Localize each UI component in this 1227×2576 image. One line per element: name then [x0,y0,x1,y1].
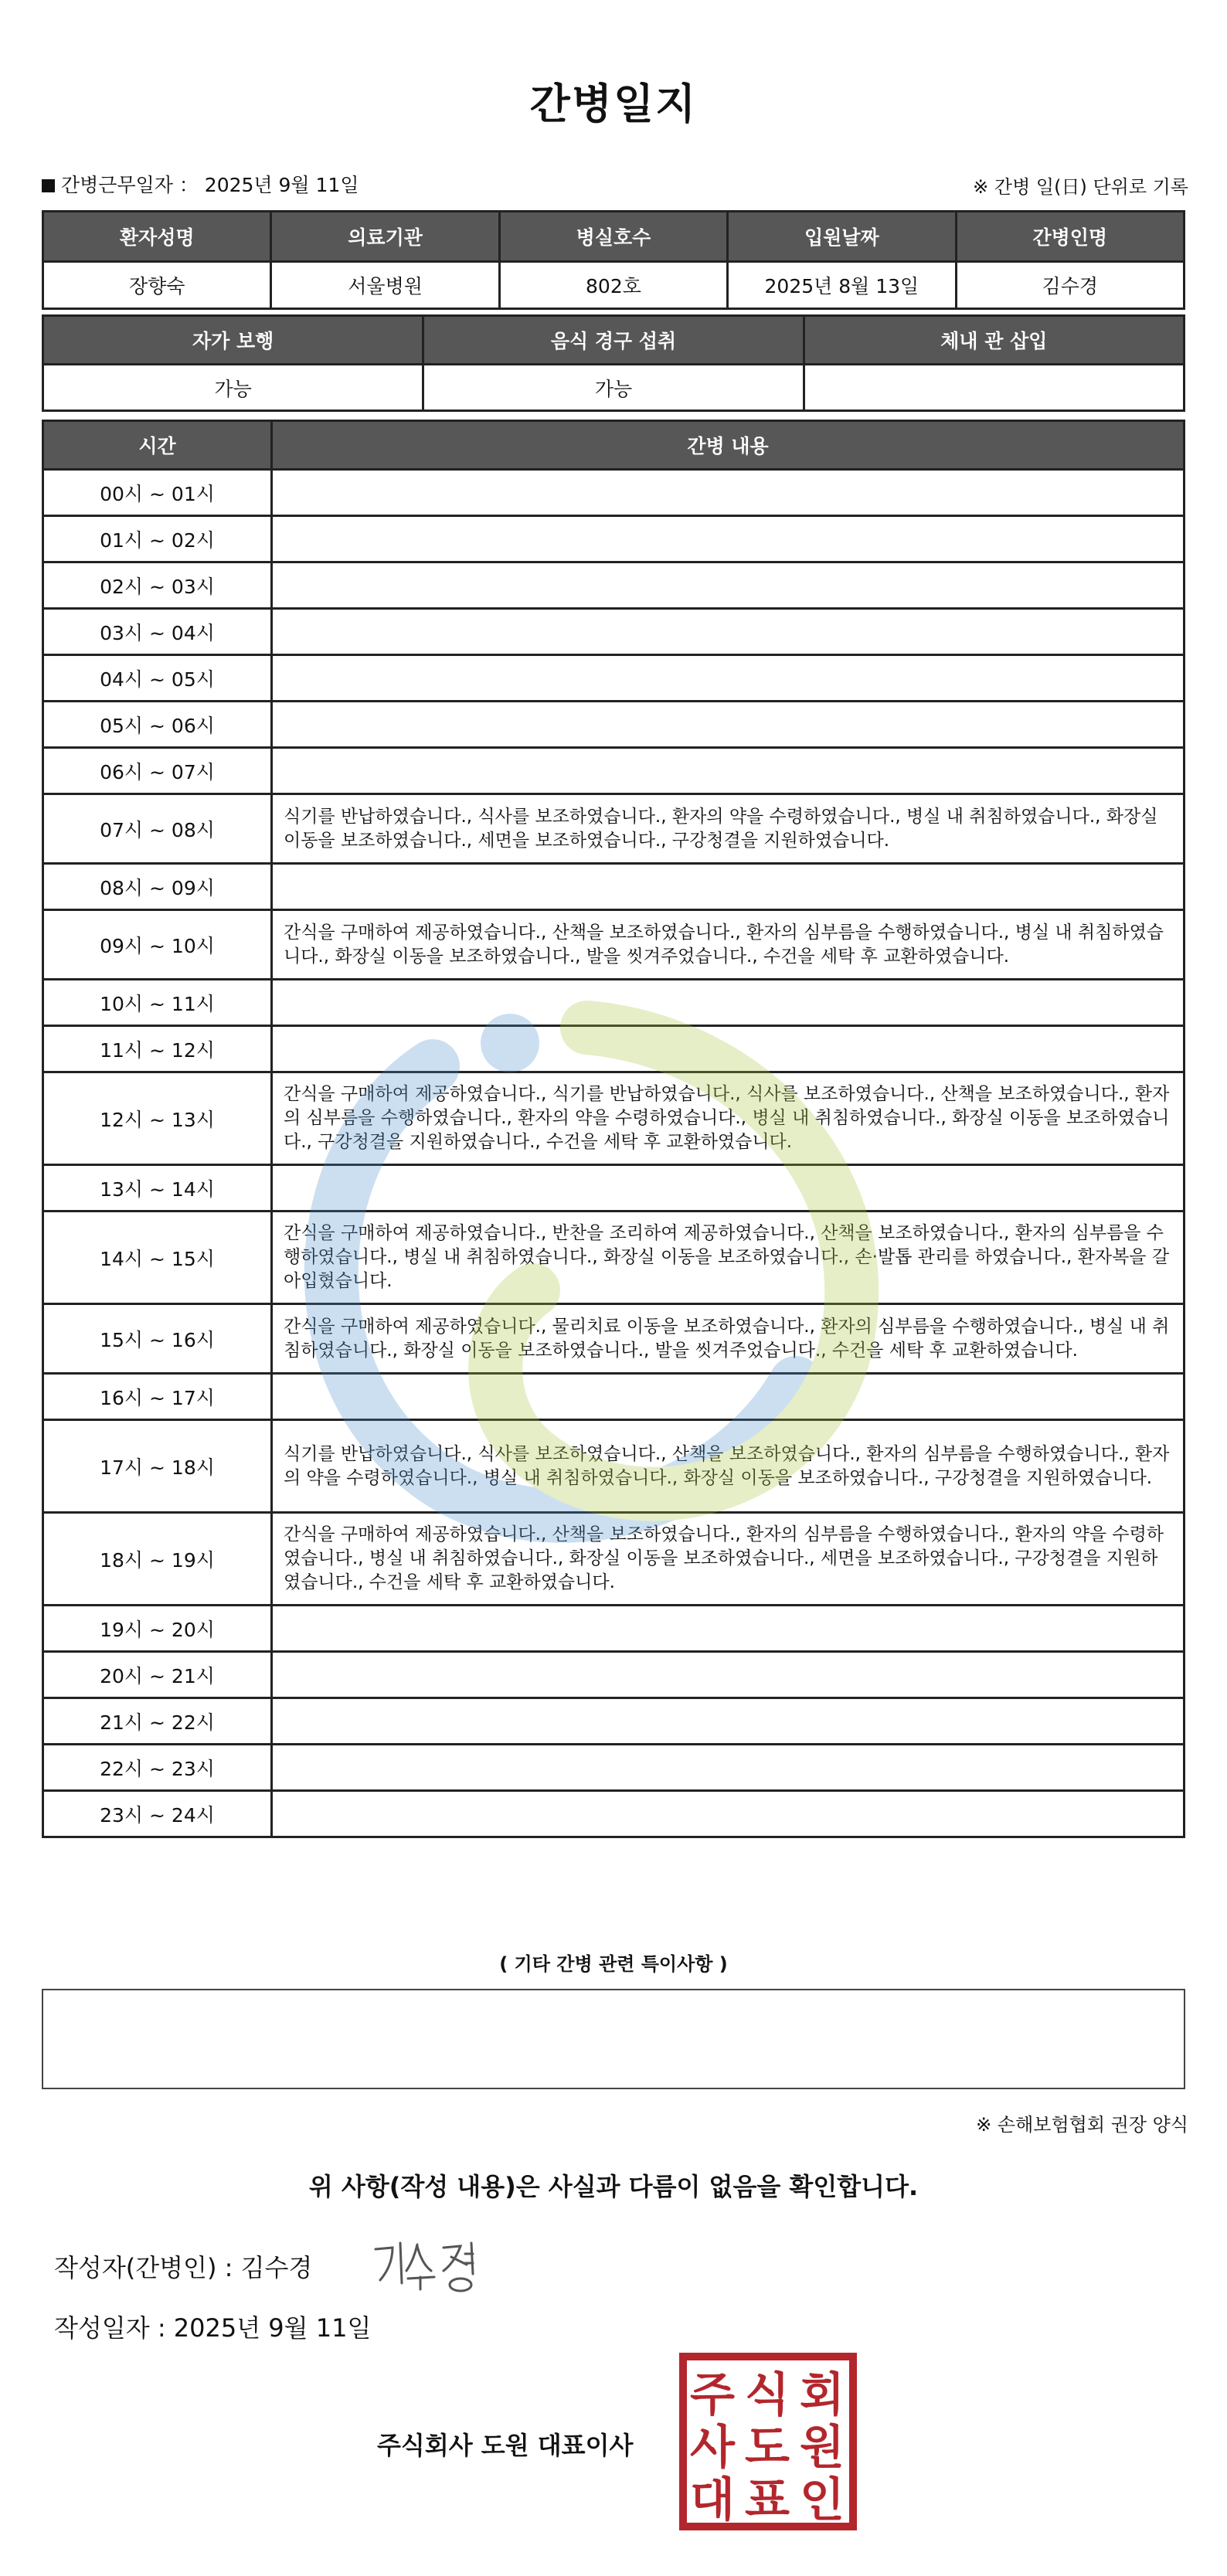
header-hospital: 의료기관 [271,212,499,262]
care-content [272,655,1185,702]
table-row [43,864,1185,910]
table-row [43,516,1185,562]
table-row [43,910,1185,980]
signature-svg [369,2235,493,2297]
form-note: ※ 손해보험협회 권장 양식 [976,2114,1188,2136]
table-row [43,1745,1185,1791]
handwritten-signature [369,2235,493,2300]
care-content: 간식을 구매하여 제공하였습니다., 식기를 반납하였습니다., 식사를 보조하였습니다., 산책을 보조하였습니다., 환자의 심부름을 수행하였습니다., 환자의 약을 수령하였습니다., 병실 내 취침하였습니다., 화장실 이동을 보조하였습니다., 구강청결을 지원하였습니다., 수건을 세탁 후 교환하였습니다. [272,1072,1185,1165]
table-row [43,1606,1185,1652]
time-slot: 23시 ~ 24시 [43,1791,272,1837]
patient-status-table [42,314,1185,412]
table-row [43,562,1185,609]
time-slot: 02시 ~ 03시 [43,562,272,609]
remarks-title: ( 기타 간병 관련 특이사항 ) [499,1953,728,1975]
table-row [43,748,1185,794]
table-row [43,702,1185,748]
watermark-green-arc [495,1028,851,1494]
time-slot: 00시 ~ 01시 [43,470,272,516]
time-slot: 16시 ~ 17시 [43,1374,272,1420]
time-slot: 05시 ~ 06시 [43,702,272,748]
care-content [272,470,1185,516]
care-content: 식기를 반납하였습니다., 식사를 보조하였습니다., 산책을 보조하였습니다., 환자의 심부름을 수행하였습니다., 환자의 약을 수령하였습니다., 병실 내 취침하였습니다., 화장실 이동을 보조하였습니다., 구강청결을 지원하였습니다. [272,1420,1185,1513]
writer-line: 작성자(간병인) : 김수경 [54,2253,313,2282]
square-bullet-icon [42,179,55,192]
care-log-header-row [43,421,1185,470]
care-content [272,702,1185,748]
header-walking: 자가 보행 [43,316,423,365]
patient-info-value-row [43,262,1185,309]
header-care-content: 간병 내용 [272,421,1185,470]
time-slot: 14시 ~ 15시 [43,1212,272,1304]
time-slot: 06시 ~ 07시 [43,748,272,794]
patient-info-table [42,210,1185,310]
table-row [43,1652,1185,1698]
table-row [43,655,1185,702]
hospital-name: 서울병원 [271,262,499,309]
time-slot: 03시 ~ 04시 [43,609,272,655]
header-caregiver: 간병인명 [956,212,1184,262]
time-slot: 18시 ~ 19시 [43,1513,272,1606]
care-content [272,1791,1185,1837]
header-time: 시간 [43,421,272,470]
table-row [43,1698,1185,1745]
care-content [272,562,1185,609]
time-slot: 20시 ~ 21시 [43,1652,272,1698]
page-title: 간병일지 [529,80,698,128]
patient-status-header-row [43,316,1185,365]
care-content: 간식을 구매하여 제공하였습니다., 산책을 보조하였습니다., 환자의 심부름을 수행하였습니다., 병실 내 취침하였습니다., 화장실 이동을 보조하였습니다., 발을 씻겨주었습니다., 수건을 세탁 후 교환하였습니다. [272,910,1185,980]
work-date-text: 간병근무일자 ： 2025년 9월 11일 [61,174,359,196]
svg-text:인: 인 [800,2473,845,2527]
care-content [272,1698,1185,1745]
svg-text:원: 원 [800,2421,845,2475]
work-date [42,170,359,198]
care-content [272,1652,1185,1698]
time-slot: 11시 ~ 12시 [43,1026,272,1072]
company-name: 주식회사 도원 대표이사 [377,2431,634,2460]
time-slot: 10시 ~ 11시 [43,980,272,1026]
time-slot: 15시 ~ 16시 [43,1304,272,1374]
patient-info-header-row [43,212,1185,262]
svg-text:주: 주 [690,2368,735,2422]
table-row [43,794,1185,864]
care-content: 간식을 구매하여 제공하였습니다., 물리치료 이동을 보조하였습니다., 환자의 심부름을 수행하였습니다., 병실 내 취침하였습니다., 화장실 이동을 보조하였습니다., 발을 씻겨주었습니다., 수건을 세탁 후 교환하였습니다. [272,1304,1185,1374]
tube-status [804,365,1184,411]
written-date: 작성일자 : 2025년 9월 11일 [54,2313,372,2343]
time-slot: 22시 ~ 23시 [43,1745,272,1791]
header-room: 병실호수 [499,212,727,262]
table-row [43,470,1185,516]
svg-text:대: 대 [690,2473,735,2527]
header-patient-name: 환자성명 [43,212,271,262]
time-slot: 01시 ~ 02시 [43,516,272,562]
time-slot: 12시 ~ 13시 [43,1072,272,1165]
care-content [272,748,1185,794]
watermark-logo [255,997,950,1587]
care-content [272,1606,1185,1652]
header-admission-date: 입원날짜 [728,212,956,262]
seal-svg [678,2352,858,2531]
care-content: 간식을 구매하여 제공하였습니다., 산책을 보조하였습니다., 환자의 심부름을 수행하였습니다., 환자의 약을 수령하였습니다., 병실 내 취침하였습니다., 화장실 이동을 보조하였습니다., 세면을 보조하였습니다., 구강청결을 지원하였습니다., 수건을 세탁 후 교환하였습니다. [272,1513,1185,1606]
header-oral-intake: 음식 경구 섭취 [423,316,804,365]
unit-note: ※ 간병 일(日) 단위로 기록 [973,176,1188,198]
time-slot: 07시 ~ 08시 [43,794,272,864]
svg-text:도: 도 [745,2421,790,2475]
confirmation-statement: 위 사항(작성 내용)은 사실과 다름이 없음을 확인합니다. [308,2172,919,2201]
svg-text:회: 회 [800,2368,845,2422]
care-content [272,516,1185,562]
time-slot: 09시 ~ 10시 [43,910,272,980]
time-slot: 13시 ~ 14시 [43,1165,272,1212]
svg-text:식: 식 [745,2368,790,2422]
oral-intake-status: 가능 [423,365,804,411]
time-slot: 04시 ~ 05시 [43,655,272,702]
walking-status: 가능 [43,365,423,411]
company-seal [678,2352,858,2534]
care-content [272,609,1185,655]
table-row [43,609,1185,655]
admission-date: 2025년 8월 13일 [728,262,956,309]
watermark-svg [255,997,950,1584]
time-slot: 08시 ~ 09시 [43,864,272,910]
patient-status-value-row [43,365,1185,411]
svg-text:표: 표 [745,2473,790,2527]
time-slot: 21시 ~ 22시 [43,1698,272,1745]
room-number: 802호 [499,262,727,309]
time-slot: 17시 ~ 18시 [43,1420,272,1513]
caregiver-name: 김수경 [956,262,1184,309]
svg-text:사: 사 [690,2421,735,2475]
watermark-blue-dot [481,1014,539,1072]
care-content: 식기를 반납하였습니다., 식사를 보조하였습니다., 환자의 약을 수령하였습니다., 병실 내 취침하였습니다., 화장실 이동을 보조하였습니다., 세면을 보조하였습니다., 구강청결을 지원하였습니다. [272,794,1185,864]
time-slot: 19시 ~ 20시 [43,1606,272,1652]
remarks-box [42,1989,1185,2089]
table-row [43,1791,1185,1837]
header-tube: 체내 관 삽입 [804,316,1184,365]
care-content [272,864,1185,910]
patient-name: 장향숙 [43,262,271,309]
care-content: 간식을 구매하여 제공하였습니다., 반찬을 조리하여 제공하였습니다., 산책을 보조하였습니다., 환자의 심부름을 수행하였습니다., 병실 내 취침하였습니다., 화장실 이동을 보조하였습니다., 손·발톱 관리를 하였습니다., 환자복을 갈아입혔습니다. [272,1212,1185,1304]
care-content [272,1745,1185,1791]
